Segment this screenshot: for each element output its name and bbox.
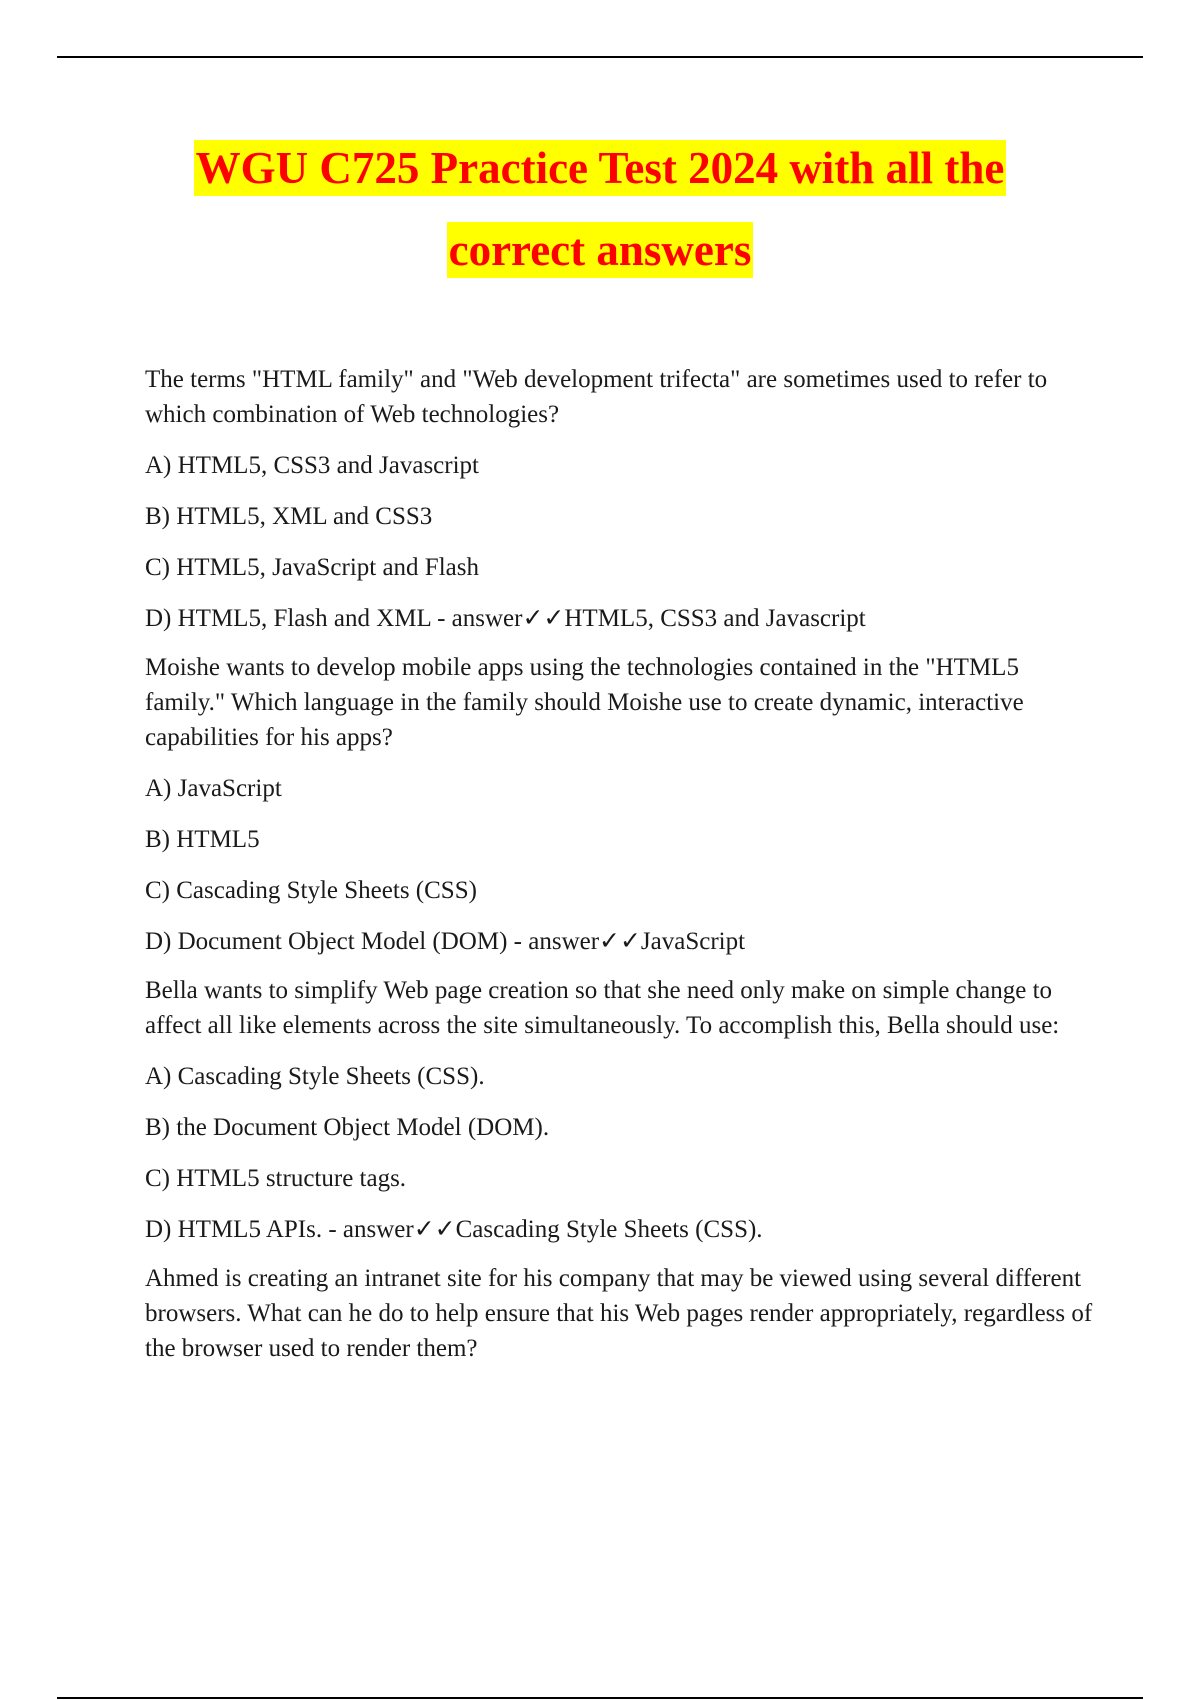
question-block-3 [145, 973, 1095, 1247]
option-a: A) JavaScript [145, 775, 282, 802]
option-b: B) HTML5 [145, 826, 260, 853]
option-a: A) HTML5, CSS3 and Javascript [145, 452, 479, 479]
question-text: Ahmed is creating an intranet site for his company that may be viewed using several different browsers. What can he do to help ensure that his Web pages render appropriately, regardless of the browser used to render them? [145, 1265, 1093, 1362]
option-b: B) HTML5, XML and CSS3 [145, 503, 433, 530]
title-line-1: WGU C725 Practice Test 2024 with all the [194, 140, 1007, 196]
question-text: Moishe wants to develop mobile apps using the technologies contained in the "HTML5 family." Which language in the family should Moishe use to create dynamic, interactive capabilities for his apps? [145, 654, 1024, 751]
question-list [145, 362, 1095, 1382]
option-d-with-answer: D) HTML5, Flash and XML - answer✓✓HTML5, CSS3 and Javascript [145, 605, 866, 632]
option-d-with-answer: D) Document Object Model (DOM) - answer✓✓JavaScript [145, 928, 746, 955]
title-line-2: correct answers [447, 222, 754, 278]
option-b: B) the Document Object Model (DOM). [145, 1114, 550, 1141]
question-text: The terms "HTML family" and "Web development trifecta" are sometimes used to refer to which combination of Web technologies? [145, 366, 1048, 428]
question-text: Bella wants to simplify Web page creation so that she need only make on simple change to affect all like elements across the site simultaneously. To accomplish this, Bella should use: [145, 977, 1060, 1039]
bottom-divider [57, 1697, 1143, 1699]
option-c: C) HTML5 structure tags. [145, 1165, 407, 1192]
option-c: C) Cascading Style Sheets (CSS) [145, 877, 477, 904]
question-block-1 [145, 362, 1095, 636]
question-block-2 [145, 650, 1095, 959]
top-divider [57, 56, 1143, 58]
question-block-4 [145, 1261, 1095, 1366]
option-c: C) HTML5, JavaScript and Flash [145, 554, 479, 581]
option-d-with-answer: D) HTML5 APIs. - answer✓✓Cascading Style Sheets (CSS). [145, 1216, 763, 1243]
document-title [0, 140, 1200, 278]
option-a: A) Cascading Style Sheets (CSS). [145, 1063, 485, 1090]
